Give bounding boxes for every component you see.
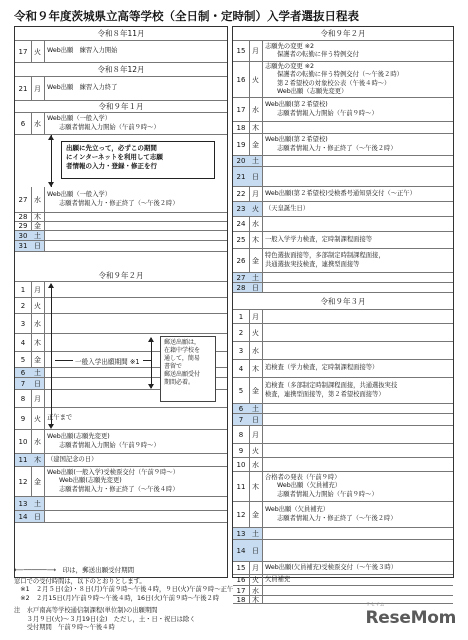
schedule-row <box>233 41 453 62</box>
legend-arrow-icon: ⟵──────⟶ <box>14 566 63 574</box>
event-line: Web出願（一般入学） <box>47 191 112 199</box>
weekday-cell: 金 <box>249 502 263 527</box>
event-line: （建国記念の日） <box>47 455 98 463</box>
event-cell <box>262 414 453 425</box>
legend-text: 印は，郵送出願受付期間 <box>62 566 135 574</box>
event-cell <box>262 472 453 501</box>
event-line: Web出願（一般入学） <box>47 115 112 123</box>
month-header-label: 令和８年11月 <box>97 29 145 38</box>
event-line: 志願者情報入力・修正終了（～午後２時） <box>277 144 397 152</box>
schedule-row <box>15 430 227 454</box>
event-cell <box>44 282 227 297</box>
schedule-row <box>15 187 227 213</box>
event-cell <box>44 41 227 62</box>
day-cell: 6 <box>15 368 32 377</box>
event-line: 追検査（多部制定時制課程面接，共通選抜実技 <box>265 382 398 390</box>
event-cell <box>44 213 227 221</box>
weekday-cell: 日 <box>249 167 263 186</box>
event-line: （天皇誕生日） <box>265 204 310 212</box>
event-line: Web出願（欠員補充） <box>277 482 342 490</box>
day-cell: 16 <box>233 575 250 585</box>
event-cell <box>262 444 453 457</box>
event-cell <box>44 408 227 429</box>
schedule-row <box>233 134 453 156</box>
event-line: Web出願（志願先変更） <box>277 87 348 95</box>
event-cell <box>262 122 453 133</box>
schedule-row <box>15 497 227 511</box>
event-cell <box>262 502 453 527</box>
schedule-row <box>233 156 453 167</box>
weekday-cell: 木 <box>249 232 263 248</box>
logo-text: ReseMom <box>365 608 456 628</box>
day-cell: 20 <box>233 156 250 166</box>
day-cell: 4 <box>233 360 250 377</box>
left-schedule-column <box>14 26 228 578</box>
day-cell: 5 <box>15 352 32 367</box>
event-line: 志願先の変更 ※2 <box>265 62 315 70</box>
day-cell: 1 <box>233 310 250 323</box>
event-cell <box>262 249 453 272</box>
weekday-cell: 月 <box>249 41 263 61</box>
day-cell: 14 <box>233 540 250 561</box>
month-header <box>15 63 227 77</box>
weekday-cell: 月 <box>249 562 263 574</box>
weekday-cell: 土 <box>31 231 45 240</box>
event-line: Web出願(志願先変更) <box>59 477 122 485</box>
page-title: 令和９年度茨城県立高等学校（全日制・定時制）入学者選抜日程表 <box>14 9 359 23</box>
day-cell: 30 <box>15 231 32 240</box>
schedule-row <box>15 213 227 222</box>
schedule-row <box>233 426 453 444</box>
note-line: 受付期間 午前９時～午後４時 <box>14 624 115 632</box>
month-header <box>15 27 227 41</box>
schedule-row <box>233 310 453 324</box>
event-cell <box>44 241 227 251</box>
schedule-row <box>15 282 227 298</box>
weekday-cell: 火 <box>31 298 45 313</box>
period-bracket-line <box>55 360 73 361</box>
day-cell: 29 <box>15 222 32 230</box>
schedule-row <box>15 113 227 135</box>
day-cell: 15 <box>233 41 250 61</box>
weekday-cell: 日 <box>31 241 45 251</box>
day-cell: 7 <box>233 414 250 425</box>
schedule-row <box>233 62 453 98</box>
event-line: 志願者情報入力・修正終了（～午後２時） <box>59 199 179 207</box>
day-cell: 23 <box>233 202 250 216</box>
weekday-cell: 金 <box>249 249 263 272</box>
schedule-row <box>233 324 453 342</box>
event-cell <box>44 430 227 453</box>
day-cell: 21 <box>233 167 250 186</box>
schedule-row <box>233 217 453 232</box>
arrow-down-icon <box>148 384 154 389</box>
event-cell <box>262 458 453 471</box>
day-cell: 10 <box>233 458 250 471</box>
day-cell: 21 <box>15 77 32 100</box>
day-cell: 27 <box>233 273 250 282</box>
event-cell <box>262 586 453 595</box>
day-cell: 12 <box>233 502 250 527</box>
day-cell: 9 <box>15 408 32 429</box>
weekday-cell: 水 <box>249 98 263 121</box>
day-cell: 3 <box>15 314 32 333</box>
mail-box-line: 郵送出願は， <box>164 339 201 346</box>
event-line: Web出願(一般入学)受検票交付（午前９時～） <box>47 468 179 476</box>
mail-box-line: 書留で <box>164 363 183 370</box>
weekday-cell: 月 <box>31 282 45 297</box>
weekday-cell: 月 <box>249 310 263 323</box>
event-line: 共通選抜実技検査，連携型面接等 <box>265 260 360 268</box>
schedule-row <box>233 414 453 426</box>
weekday-cell: 火 <box>249 444 263 457</box>
weekday-cell: 土 <box>31 368 45 377</box>
weekday-cell: 日 <box>249 540 263 561</box>
day-cell: 28 <box>15 213 32 221</box>
day-cell: 7 <box>15 378 32 389</box>
application-period-line <box>51 284 52 426</box>
arrow-up-icon <box>148 337 154 342</box>
event-cell <box>262 167 453 186</box>
schedule-row <box>233 596 453 604</box>
schedule-row <box>233 98 453 122</box>
schedule-row <box>233 575 453 586</box>
month-header <box>233 293 453 310</box>
day-cell: 24 <box>233 217 250 231</box>
schedule-row <box>233 342 453 360</box>
day-cell: 22 <box>233 187 250 201</box>
event-line: Web出願(志願先変更) <box>47 433 110 441</box>
mail-box-line: 通して，簡易 <box>164 355 200 362</box>
event-line: 追検査（学力検査，定時制課程面接等） <box>265 364 379 372</box>
weekday-cell: 木 <box>249 596 263 603</box>
note-line: ３月９日(火)～３月19日(金) ただし，土・日・祝日は除く <box>14 615 196 623</box>
day-cell: 3 <box>233 342 250 359</box>
event-cell <box>262 283 453 292</box>
weekday-cell: 金 <box>249 378 263 403</box>
event-line: 志願者情報入力開始（午前９時～） <box>59 441 160 449</box>
event-cell <box>262 41 453 61</box>
day-cell: 15 <box>233 562 250 574</box>
weekday-cell: 木 <box>31 213 45 221</box>
resemom-logo <box>365 602 456 628</box>
weekday-cell: 水 <box>31 314 45 333</box>
weekday-cell: 月 <box>249 426 263 443</box>
month-header-label: 令和９年２月 <box>98 271 144 280</box>
general-period-label: 一般入学出願期間 ※1 <box>75 358 140 366</box>
month-header-label: 令和８年12月 <box>97 65 145 74</box>
day-cell: 27 <box>15 187 32 212</box>
day-cell: 1 <box>15 282 32 297</box>
note-box-line: 者情報の入力・登録・修正を行 <box>66 162 157 170</box>
event-line: Web出願(欠員補充)受検票交付（～午後３時） <box>265 563 397 571</box>
event-cell <box>262 426 453 443</box>
month-header <box>15 270 227 282</box>
month-header-label: 令和９年３月 <box>320 296 366 306</box>
event-cell <box>44 298 227 313</box>
event-cell <box>44 454 227 466</box>
schedule-row <box>233 562 453 575</box>
event-line: 検査，連携型面接等，第２希望校面接等） <box>265 390 385 398</box>
weekday-cell: 木 <box>31 454 45 466</box>
mail-application-note <box>160 336 216 402</box>
weekday-cell: 水 <box>249 217 263 231</box>
event-cell <box>262 528 453 539</box>
event-line: Web出願 練習入力終了 <box>47 84 118 92</box>
legend <box>14 565 134 574</box>
event-cell <box>262 202 453 216</box>
schedule-row <box>15 454 227 467</box>
event-cell <box>44 467 227 496</box>
day-cell: 12 <box>15 467 32 496</box>
event-line: 保護者の転勤に伴う特例交付 <box>277 51 359 58</box>
schedule-row <box>15 231 227 241</box>
event-cell <box>262 232 453 248</box>
weekday-cell: 水 <box>249 342 263 359</box>
event-line: Web出願 練習入力開始 <box>47 47 118 55</box>
schedule-row <box>233 502 453 528</box>
event-line: Web出願（欠員補充） <box>265 506 330 514</box>
schedule-row <box>233 404 453 414</box>
schedule-row <box>233 540 453 562</box>
event-line: 保護者の転勤に伴う特例交付（～午後２時） <box>277 71 403 79</box>
event-cell <box>262 404 453 413</box>
schedule-row <box>15 511 227 523</box>
day-cell: 11 <box>15 454 32 466</box>
day-cell: 14 <box>15 511 32 522</box>
schedule-row <box>15 41 227 63</box>
day-cell: 19 <box>233 134 250 155</box>
weekday-cell: 水 <box>31 113 45 134</box>
day-cell: 18 <box>233 122 250 133</box>
event-cell <box>262 324 453 341</box>
note-box-line: 出願に先立って，必ずこの期間 <box>66 144 157 152</box>
weekday-cell: 火 <box>249 62 263 97</box>
day-cell: 16 <box>233 62 250 97</box>
day-cell: 11 <box>233 472 250 501</box>
event-cell <box>262 134 453 155</box>
event-cell <box>44 497 227 510</box>
event-line: 合格者の発表（午前９時） <box>265 473 341 481</box>
day-cell: 5 <box>233 378 250 403</box>
weekday-cell: 土 <box>249 404 263 413</box>
weekday-cell: 水 <box>249 458 263 471</box>
event-cell <box>262 62 453 97</box>
event-cell <box>262 575 453 585</box>
event-cell <box>44 187 227 212</box>
event-cell <box>44 77 227 100</box>
arrow-down-icon <box>48 424 54 429</box>
event-line: 志願者情報入力・修正終了（～午後２時） <box>277 514 397 522</box>
month-header <box>15 101 227 113</box>
event-cell <box>262 156 453 166</box>
schedule-row <box>233 360 453 378</box>
schedule-row <box>233 202 453 217</box>
weekday-cell: 日 <box>249 414 263 425</box>
day-cell: 13 <box>15 497 32 510</box>
schedule-row <box>15 222 227 231</box>
note-line: ※2 ２月15日(月)午前９時～午後４時，16日(火)午前９時～午後２時 <box>14 594 220 602</box>
event-cell <box>262 562 453 574</box>
period-arrow-line <box>51 135 52 187</box>
schedule-row <box>233 273 453 283</box>
event-line: 第２希望校の対象校公表（午後４時～） <box>277 79 391 87</box>
day-cell: 6 <box>233 404 250 413</box>
weekday-cell: 木 <box>249 472 263 501</box>
schedule-row <box>233 167 453 187</box>
note-line: 窓口での受付時間は，以下のとおりとします。 <box>14 578 146 585</box>
event-line: 一般入学学力検査，定時制課程面接等 <box>265 235 373 243</box>
event-cell <box>262 378 453 403</box>
event-line: Web出願(第２希望校) <box>265 101 328 109</box>
schedule-row <box>233 283 453 293</box>
weekday-cell: 木 <box>249 360 263 377</box>
arrow-up-icon <box>48 283 54 288</box>
day-cell: 17 <box>233 98 250 121</box>
day-cell: 31 <box>15 241 32 251</box>
weekday-cell: 火 <box>31 41 45 62</box>
day-cell: 26 <box>233 249 250 272</box>
mail-box-line: 郵送出願受付 <box>164 371 201 378</box>
weekday-cell: 金 <box>31 222 45 230</box>
day-cell: 25 <box>233 232 250 248</box>
event-cell <box>262 342 453 359</box>
weekday-cell: 水 <box>249 586 263 595</box>
mail-box-line: 期間必着。 <box>164 379 195 386</box>
event-cell <box>44 511 227 522</box>
event-cell <box>44 113 227 134</box>
event-cell <box>262 540 453 561</box>
event-cell <box>262 273 453 282</box>
weekday-cell: 木 <box>31 334 45 351</box>
weekday-cell: 火 <box>249 575 263 585</box>
event-line: 志願者情報入力開始（午前９時～） <box>59 123 160 131</box>
event-cell <box>262 596 453 603</box>
weekday-cell: 日 <box>31 511 45 522</box>
event-line: 特色選抜面接等，多部制定時制課程面接， <box>265 252 385 260</box>
schedule-row <box>233 378 453 404</box>
event-cell <box>44 222 227 230</box>
weekday-cell: 水 <box>31 187 45 212</box>
event-cell <box>262 217 453 231</box>
day-cell: 17 <box>15 41 32 62</box>
logo-subtext: リセマム <box>365 602 385 608</box>
weekday-cell: 金 <box>31 467 45 496</box>
month-header-label: 令和９年１月 <box>98 102 144 111</box>
schedule-row <box>15 77 227 101</box>
day-cell: 28 <box>233 283 250 292</box>
schedule-row <box>15 241 227 252</box>
schedule-row <box>15 314 227 334</box>
weekday-cell: 月 <box>31 77 45 100</box>
day-cell: 8 <box>233 426 250 443</box>
month-header <box>233 27 453 41</box>
event-line: 志願先の変更 ※2 <box>265 42 315 50</box>
arrow-up-icon <box>48 135 54 140</box>
event-cell <box>44 231 227 240</box>
schedule-row <box>15 408 227 430</box>
event-cell <box>262 360 453 377</box>
weekday-cell: 金 <box>31 352 45 367</box>
schedule-row <box>15 467 227 497</box>
event-line: 志願者情報入力・修正終了（～午後４時） <box>59 485 179 493</box>
schedule-row <box>233 232 453 249</box>
day-cell: 2 <box>15 298 32 313</box>
weekday-cell: 火 <box>249 324 263 341</box>
schedule-row <box>233 586 453 596</box>
note-box-line: にインターネットを利用して志願 <box>66 153 163 161</box>
arrow-down-icon <box>48 182 54 187</box>
event-cell <box>262 187 453 201</box>
note-line: ※1 ２月５日(金)・８日(月)午前９時～午後４時，９日(火)午前９時～正午 <box>14 586 234 594</box>
right-schedule-column <box>232 26 454 604</box>
weekday-cell: 水 <box>31 430 45 453</box>
day-cell: 9 <box>233 444 250 457</box>
event-line: 志願者情報入力開始（午前９時～） <box>277 109 378 117</box>
day-cell: 17 <box>233 586 250 595</box>
mail-box-line: 在籍中学校を <box>164 347 201 354</box>
event-cell <box>44 314 227 333</box>
day-cell: 18 <box>233 596 250 603</box>
schedule-row <box>233 444 453 458</box>
weekday-cell: 月 <box>249 187 263 201</box>
schedule-row <box>233 458 453 472</box>
day-cell: 8 <box>15 390 32 407</box>
note-line: 注 水戸南高等学校通信制課程(単位制)の出願期間 <box>14 607 158 615</box>
weekday-cell: 木 <box>249 122 263 133</box>
event-cell <box>262 98 453 121</box>
month-header-label: 令和９年２月 <box>320 29 366 38</box>
weekday-cell: 火 <box>31 408 45 429</box>
day-cell: 10 <box>15 430 32 453</box>
event-cell <box>262 310 453 323</box>
day-cell: 2 <box>233 324 250 341</box>
weekday-cell: 日 <box>249 283 263 292</box>
weekday-cell: 土 <box>31 497 45 510</box>
weekday-cell: 月 <box>31 390 45 407</box>
event-line: 正午まで <box>47 414 73 422</box>
schedule-row <box>15 298 227 314</box>
schedule-row <box>233 528 453 540</box>
event-line: Web出願(第２希望校) <box>265 136 328 144</box>
weekday-cell: 土 <box>249 273 263 282</box>
day-cell: 13 <box>233 528 250 539</box>
event-line: 志願者情報入力開始（午前９時～） <box>277 490 378 498</box>
notes-block <box>14 578 233 632</box>
input-period-note <box>61 141 215 179</box>
event-line: Web出願(第２希望校)受検番号通知票交付（～正午） <box>265 189 416 197</box>
day-cell: 6 <box>15 113 32 134</box>
weekday-cell: 土 <box>249 528 263 539</box>
weekday-cell: 土 <box>249 156 263 166</box>
weekday-cell: 日 <box>31 378 45 389</box>
schedule-row <box>233 122 453 134</box>
weekday-cell: 火 <box>249 202 263 216</box>
day-cell: 4 <box>15 334 32 351</box>
weekday-cell: 金 <box>249 134 263 155</box>
schedule-row <box>233 249 453 273</box>
schedule-row <box>233 187 453 202</box>
schedule-row <box>233 472 453 502</box>
period-bracket-line <box>151 338 152 388</box>
period-bracket-line <box>143 360 151 361</box>
event-line: 欠員補充 <box>265 575 291 583</box>
